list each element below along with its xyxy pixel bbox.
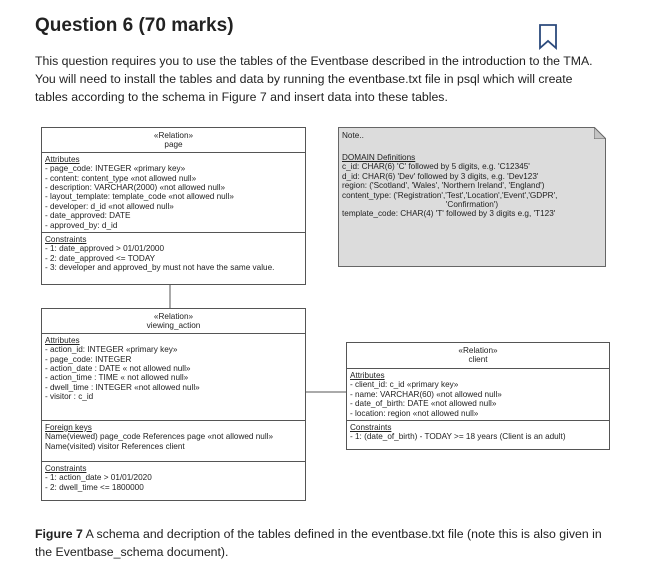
- client-attribute: - date_of_birth: DATE «not allowed null»: [350, 399, 497, 409]
- note-body: [342, 153, 602, 219]
- page-attributes-label: Attributes: [45, 154, 80, 164]
- client-constraints-label: Constraints: [350, 423, 392, 433]
- page-relation-box: [41, 127, 306, 285]
- viewing-action-foreign-keys: [42, 420, 305, 461]
- caption-text: A schema and decription of the tables defined in the eventbase.txt file (note this is also given in the Eventbase_schema document).: [35, 527, 602, 559]
- client-attributes: [347, 368, 609, 420]
- client-attribute: - client_id: c_id «primary key»: [350, 380, 459, 390]
- page-stereotype: «Relation»: [153, 131, 194, 140]
- viewing-action-constraints: [42, 461, 305, 494]
- figure-caption: [35, 525, 615, 561]
- client-attribute: - name: VARCHAR(60) «not allowed null»: [350, 389, 502, 399]
- viewing-action-attribute: - action_time : TIME « not allowed null»: [45, 373, 189, 383]
- note-line: 'Confirmation'): [445, 200, 499, 210]
- note-title: Note..: [342, 131, 364, 140]
- client-attribute: - location: region «not allowed null»: [350, 408, 479, 418]
- viewing-action-attribute: - dwell_time : INTEGER «not allowed null»: [45, 382, 200, 392]
- page-constraints: [42, 232, 305, 275]
- viewing-action-constraint-list: [45, 473, 302, 492]
- page-constraint: - 3: developer and approved_by must not have the same value.: [45, 263, 275, 273]
- client-attribute-list: [350, 380, 606, 418]
- page-constraint: - 2: date_approved <= TODAY: [45, 253, 156, 263]
- note-lines: [342, 162, 602, 218]
- note-line: d_id: CHAR(6) 'Dev' followed by 3 digits, e.g. 'Dev123': [342, 171, 539, 181]
- page-attribute: - content: content_type «not allowed null»: [45, 173, 197, 183]
- page-constraint: - 1: date_approved > 01/01/2000: [45, 244, 165, 254]
- client-constraints: [347, 420, 609, 444]
- viewing-action-fk-label: Foreign keys: [45, 422, 92, 432]
- note-line: content_type: ('Registration','Test','Location','Event','GDPR',: [342, 190, 558, 200]
- viewing-action-attribute: - visitor : c_id: [45, 392, 94, 402]
- question-title: Question 6 (70 marks): [35, 15, 234, 36]
- page-constraints-label: Constraints: [45, 235, 87, 245]
- caption-label: Figure 7: [35, 527, 83, 541]
- viewing-action-name: viewing_action: [146, 321, 201, 331]
- viewing-action-attribute: - page_code: INTEGER: [45, 354, 132, 364]
- page-header: [42, 128, 305, 152]
- client-attributes-label: Attributes: [350, 371, 385, 380]
- client-header: [347, 343, 609, 368]
- client-constraint: - 1: (date_of_birth) - TODAY >= 18 years (Client is an adult): [350, 432, 566, 442]
- viewing-action-attributes: [42, 333, 305, 420]
- viewing-action-attribute-list: [45, 345, 302, 401]
- note-folded-corner: [594, 127, 606, 139]
- viewing-action-relation-box: [41, 308, 306, 501]
- viewing-action-constraint: - 1: action_date > 01/01/2020: [45, 473, 152, 483]
- client-stereotype: «Relation»: [458, 346, 498, 355]
- page-attributes: [42, 152, 305, 232]
- intro-paragraph: This question requires you to use the tables of the Eventbase described in the introduction to the TMA. You will need to install the tables and data by running the eventbase.txt file in psql which will create tables according to the schema in Figure 7 and insert data into these tables.: [35, 54, 593, 104]
- page-attribute: - date_approved: DATE: [45, 211, 131, 221]
- viewing-action-constraint: - 2: dwell_time <= 1800000: [45, 482, 144, 492]
- viewing-action-header: [42, 309, 305, 333]
- page-constraint-list: [45, 244, 302, 272]
- page-attribute: - developer: d_id «not allowed null»: [45, 201, 174, 211]
- note-line: c_id: CHAR(6) 'C' followed by 5 digits, e.g. 'C12345': [342, 162, 530, 172]
- page-name: page: [164, 140, 183, 150]
- viewing-action-attributes-label: Attributes: [45, 335, 80, 345]
- viewing-action-constraints-label: Constraints: [45, 463, 87, 473]
- domain-note: [338, 127, 606, 267]
- viewing-action-foreign-key: Name(viewed) page_code References page «not allowed null»: [45, 432, 274, 442]
- client-constraint-list: [350, 432, 606, 441]
- note-line: region: ('Scotland', 'Wales', 'Northern Ireland', 'England'): [342, 181, 545, 191]
- page-attribute: - layout_template: template_code «not allowed null»: [45, 192, 234, 202]
- client-name: client: [468, 355, 488, 365]
- page-attribute: - approved_by: d_id: [45, 220, 118, 230]
- viewing-action-stereotype: «Relation»: [153, 312, 194, 321]
- viewing-action-attribute: - action_date : DATE « not allowed null»: [45, 364, 191, 374]
- note-heading: DOMAIN Definitions: [342, 153, 416, 162]
- viewing-action-foreign-key: Name(visited) visitor References client: [45, 441, 185, 451]
- page-attribute-list: [45, 164, 302, 230]
- client-relation-box: [346, 342, 610, 450]
- viewing-action-attribute: - action_id: INTEGER «primary key»: [45, 345, 178, 355]
- page-attribute: - page_code: INTEGER «primary key»: [45, 164, 186, 174]
- note-line: template_code: CHAR(4) 'T' followed by 3 digits e.g, 'T123': [342, 209, 556, 219]
- page-attribute: - description: VARCHAR(2000) «not allowed null»: [45, 183, 226, 193]
- viewing-action-fk-list: [45, 432, 302, 451]
